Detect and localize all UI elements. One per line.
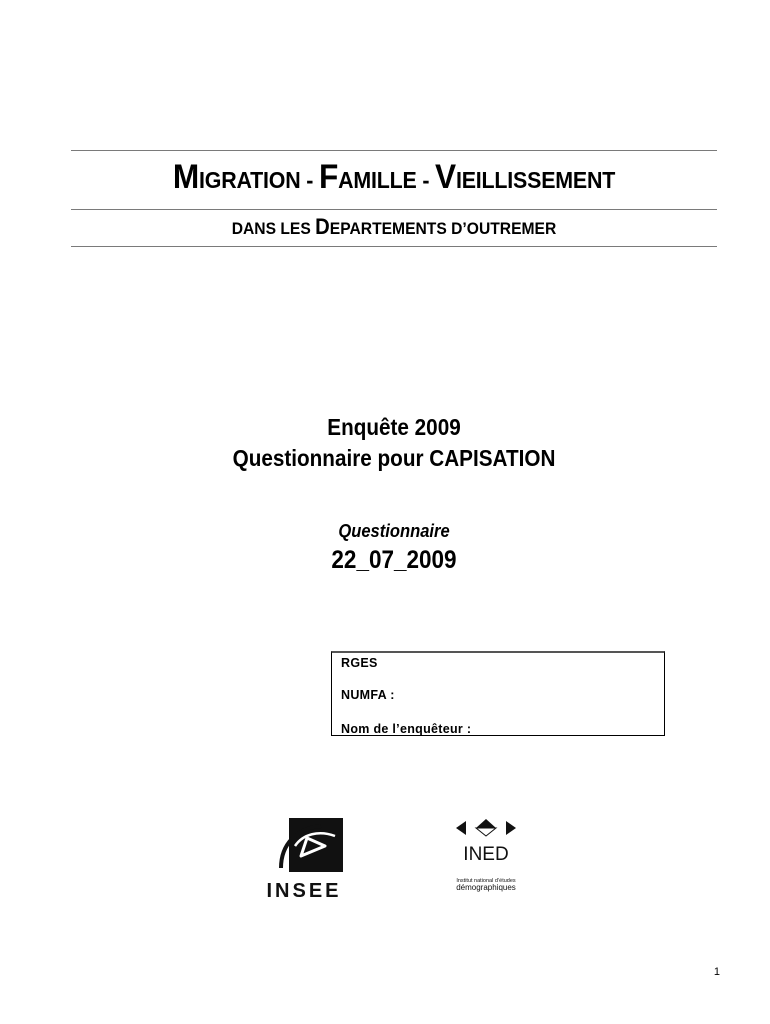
survey-mode: Questionnaire pour CAPISATION [232, 445, 556, 471]
questionnaire-date: 22_07_2009 [331, 546, 457, 574]
survey-year: Enquête 2009 [327, 414, 461, 440]
title-separator-1: - [300, 167, 319, 193]
page-number: 1 [713, 966, 720, 978]
document-subtitle [32, 216, 757, 238]
interviewer-name-field: Nom de l’enquêteur : [341, 722, 472, 736]
title-initial-2: F [318, 158, 339, 196]
ined-logo-bottom-triangle [476, 828, 496, 836]
subtitle-rest: EPARTEMENTS D’OUTREMER [329, 219, 557, 238]
rges-field: RGES [341, 656, 378, 670]
ined-tagline-line-2: démographiques [456, 883, 516, 892]
middle-rule [71, 209, 717, 210]
ined-logo [446, 816, 526, 896]
ined-logo-text: INED [463, 844, 509, 865]
title-initial-1: M [172, 158, 199, 196]
document-title [28, 160, 761, 194]
title-rest-3: IEILLISSEMENT [455, 167, 616, 193]
title-rest-2: AMILLE [338, 167, 417, 193]
subtitle-part-1: DANS LES [231, 219, 316, 238]
ined-logo-left-triangle [456, 821, 466, 835]
ined-tagline-line-1: Institut national d’études [456, 878, 516, 884]
numfa-field: NUMFA : [341, 688, 395, 702]
questionnaire-label: Questionnaire [338, 521, 450, 541]
insee-logo [259, 816, 347, 901]
subtitle-initial: D [315, 214, 330, 239]
bottom-rule [71, 246, 717, 247]
title-separator-2: - [416, 167, 436, 193]
ined-logo-top-triangle [476, 819, 496, 828]
insee-logo-text: INSEE [266, 880, 342, 901]
title-rest-1: IGRATION [198, 167, 301, 193]
survey-heading [39, 412, 748, 474]
title-initial-3: V [435, 158, 456, 196]
top-rule [71, 150, 717, 151]
identification-box [331, 651, 665, 736]
ined-logo-right-triangle [506, 821, 516, 835]
